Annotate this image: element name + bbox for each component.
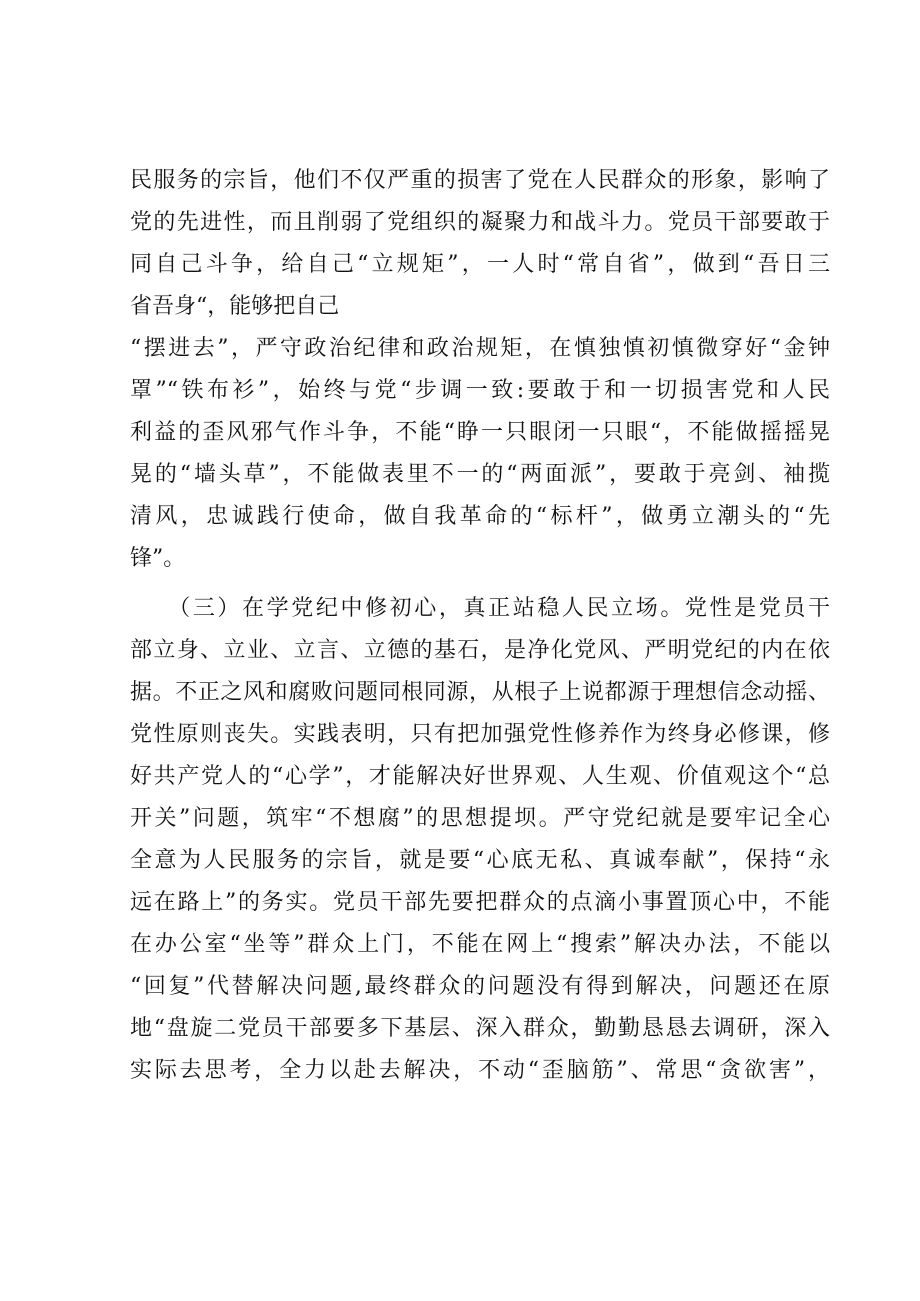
text-line: 在办公室“坐等”群众上门，不能在网上“搜索”解决办法，不能以	[130, 932, 830, 957]
document-body	[130, 160, 830, 1092]
text-line: 据。不正之风和腐败问题同根同源，从根子上说都源于理想信念动摇、	[130, 680, 830, 705]
text-line: 开关”问题，筑牢“不想腐”的思想提坝。严守党纪就是要牢记全心	[130, 806, 830, 831]
paragraph-1	[130, 160, 830, 328]
text-line: 党的先进性，而且削弱了党组织的凝聚力和战斗力。党员干部要敢于	[130, 210, 830, 235]
text-line: 远在路上”的务实。党员干部先要把群众的点滴小事置顶心中，不能	[130, 890, 830, 915]
text-line: 党性原则丧失。实践表明，只有把加强党性修养作为终身必修课，修	[130, 722, 830, 747]
text-line: 全意为人民服务的宗旨，就是要“心底无私、真诚奉献”，保持“永	[130, 848, 830, 873]
text-line: 部立身、立业、立言、立德的基石，是净化党风、严明党纪的内在依	[130, 638, 830, 663]
text-line: 锋”。	[130, 546, 186, 571]
text-line: 省吾身“，能够把自己	[130, 294, 340, 319]
paragraph-3	[130, 588, 830, 1092]
text-line: 实际去思考，全力以赴去解决，不动“歪脑筋”、常思“贪欲害”，	[130, 1058, 830, 1083]
text-line: 利益的歪风邪气作斗争，不能“睁一只眼闭一只眼“，不能做摇摇晃	[130, 420, 830, 445]
text-line: 罩”“铁布衫”，始终与党“步调一致:要敢于和一切损害党和人民	[130, 378, 830, 403]
text-line: “回复”代替解决问题,最终群众的问题没有得到解决，问题还在原	[130, 974, 830, 999]
text-line: 好共产党人的“心学”，才能解决好世界观、人生观、价值观这个“总	[130, 764, 830, 789]
text-line: “摆进去”，严守政治纪律和政治规矩，在慎独慎初慎微穿好“金钟	[130, 336, 830, 361]
text-line: （三）在学党纪中修初心，真正站稳人民立场。党性是党员干	[130, 596, 830, 621]
text-line: 民服务的宗旨，他们不仅严重的损害了党在人民群众的形象，影响了	[130, 168, 830, 193]
paragraph-2	[130, 328, 830, 580]
text-line: 地“盘旋二党员干部要多下基层、深入群众，勤勤恳恳去调研，深入	[130, 1016, 830, 1041]
text-line: 同自己斗争，给自己“立规矩”，一人时“常自省”，做到“吾日三	[130, 252, 830, 277]
text-line: 清风，忠诚践行使命，做自我革命的“标杆”，做勇立潮头的“先	[130, 504, 830, 529]
text-line: 晃的“墙头草”，不能做表里不一的“两面派”，要敢于亮剑、袖揽	[130, 462, 830, 487]
